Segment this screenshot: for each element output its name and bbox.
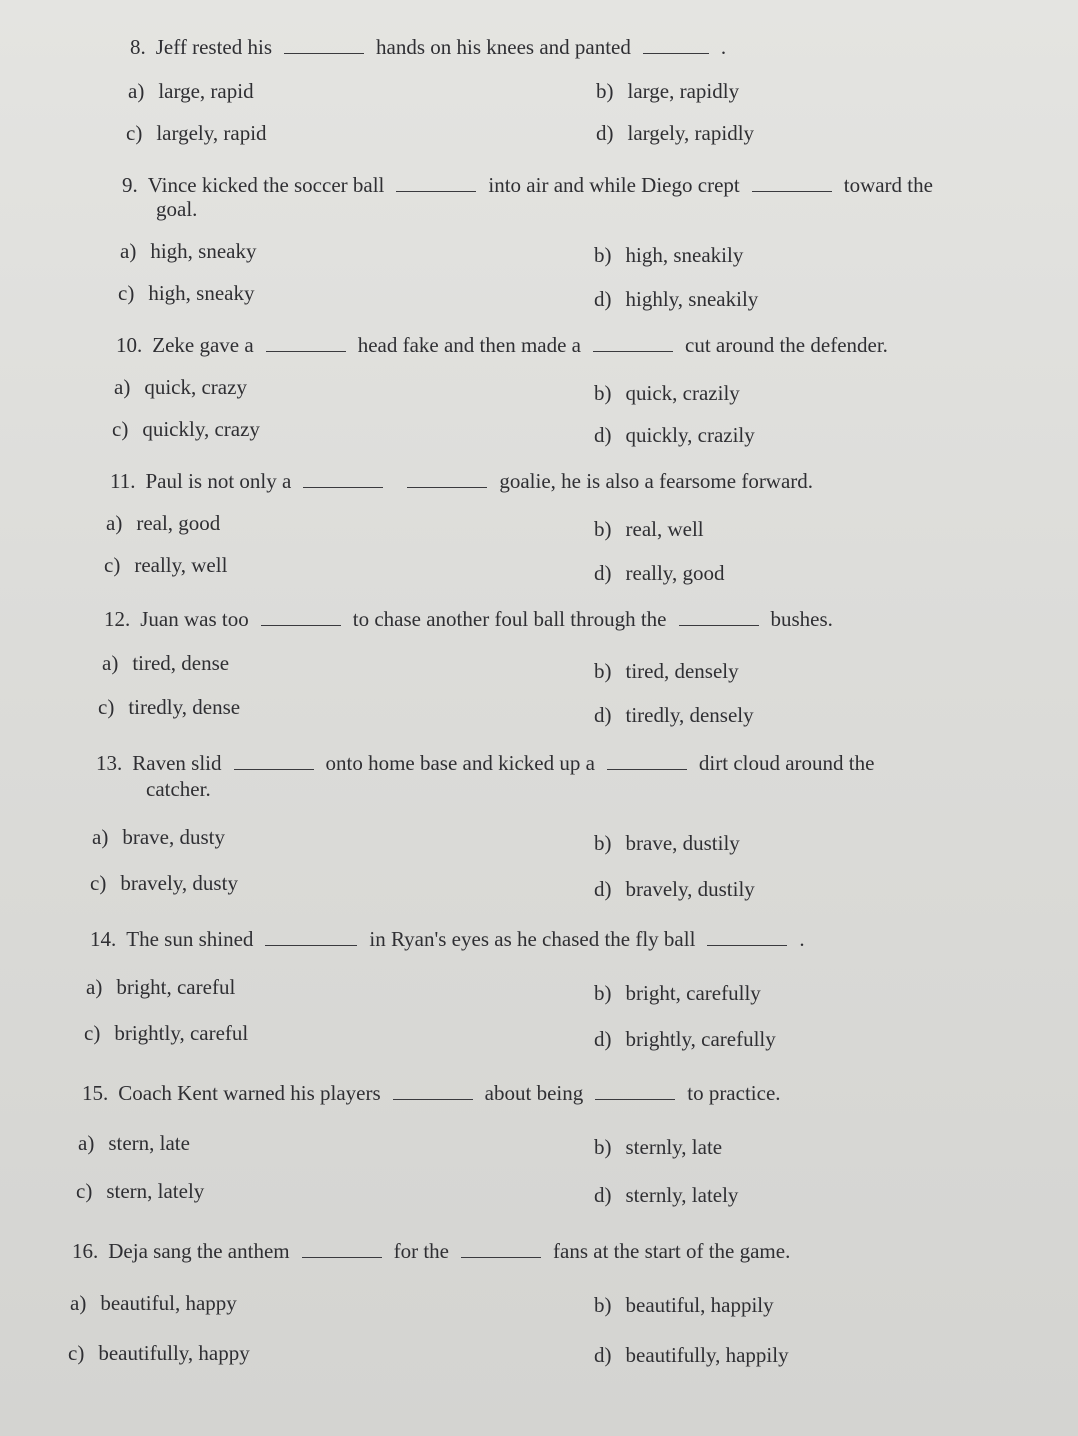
- answer-blank: [284, 35, 364, 54]
- option-9c[interactable]: [118, 280, 254, 306]
- question-number: 12.: [104, 607, 131, 631]
- option-13a[interactable]: [92, 824, 225, 850]
- question-text-part: dirt cloud around the: [698, 751, 875, 775]
- question-text-part: in Ryan's eyes as he chased the fly ball: [369, 927, 696, 951]
- option-letter: b): [594, 243, 612, 267]
- option-letter: c): [126, 121, 143, 145]
- option-text: beautiful, happy: [100, 1291, 237, 1315]
- option-text: high, sneaky: [150, 239, 257, 263]
- option-15a[interactable]: [78, 1130, 190, 1156]
- option-letter: b): [594, 659, 612, 683]
- option-letter: c): [90, 871, 107, 895]
- question-9: [122, 172, 933, 198]
- option-letter: a): [78, 1131, 95, 1155]
- question-text-part: bushes.: [770, 607, 833, 631]
- option-10a[interactable]: [114, 374, 247, 400]
- option-10b[interactable]: [594, 380, 740, 406]
- answer-blank: [261, 607, 341, 626]
- option-text: real, well: [625, 517, 704, 541]
- option-14d[interactable]: [594, 1026, 776, 1052]
- option-text: quickly, crazy: [142, 417, 260, 441]
- option-13d[interactable]: [594, 876, 755, 902]
- answer-blank: [265, 927, 357, 946]
- option-text: sternly, late: [625, 1135, 723, 1159]
- option-text: largely, rapidly: [627, 121, 755, 145]
- option-text: beautiful, happily: [625, 1293, 774, 1317]
- option-letter: c): [112, 417, 129, 441]
- option-letter: b): [596, 79, 614, 103]
- answer-blank: [707, 927, 787, 946]
- question-text-part: Zeke gave a: [152, 333, 254, 357]
- answer-blank: [679, 607, 759, 626]
- question-14: [90, 926, 805, 952]
- question-10: [116, 332, 888, 358]
- answer-blank: [396, 173, 476, 192]
- option-text: large, rapidly: [627, 79, 740, 103]
- option-15c[interactable]: [76, 1178, 204, 1204]
- question-13: [96, 750, 874, 776]
- option-letter: a): [114, 375, 131, 399]
- question-text-part: Paul is not only a: [145, 469, 292, 493]
- option-9b[interactable]: [594, 242, 743, 268]
- option-11a[interactable]: [106, 510, 220, 536]
- question-text-part: cut around the defender.: [685, 333, 888, 357]
- option-letter: b): [594, 981, 612, 1005]
- option-text: stern, late: [108, 1131, 190, 1155]
- question-text-part: Vince kicked the soccer ball: [147, 173, 385, 197]
- answer-blank: [607, 751, 687, 770]
- option-letter: c): [118, 281, 135, 305]
- question-text-part: Jeff rested his: [155, 35, 272, 59]
- question-text-part: head fake and then made a: [357, 333, 581, 357]
- option-12c[interactable]: [98, 694, 240, 720]
- option-letter: a): [86, 975, 103, 999]
- question-text-part: The sun shined: [126, 927, 254, 951]
- option-letter: d): [594, 1183, 612, 1207]
- question-text-part: Coach Kent warned his players: [118, 1081, 381, 1105]
- option-text: brave, dusty: [122, 825, 225, 849]
- option-text: quick, crazily: [625, 381, 740, 405]
- option-letter: d): [594, 1027, 612, 1051]
- option-letter: d): [594, 1343, 612, 1367]
- option-10d[interactable]: [594, 422, 755, 448]
- question-16: [72, 1238, 790, 1264]
- option-letter: b): [594, 1135, 612, 1159]
- option-text: quickly, crazily: [625, 423, 755, 447]
- option-text: high, sneakily: [625, 243, 744, 267]
- option-12b[interactable]: [594, 658, 739, 684]
- question-text-part: fans at the start of the game.: [553, 1239, 791, 1263]
- option-text: highly, sneakily: [625, 287, 759, 311]
- option-letter: c): [98, 695, 115, 719]
- answer-blank: [303, 469, 383, 488]
- option-letter: a): [92, 825, 109, 849]
- option-text: stern, lately: [106, 1179, 205, 1203]
- question-number: 10.: [116, 333, 143, 357]
- option-letter: a): [128, 79, 145, 103]
- answer-blank: [302, 1239, 382, 1258]
- option-text: beautifully, happy: [98, 1341, 250, 1365]
- option-16b[interactable]: [594, 1292, 774, 1318]
- question-text-part: goalie, he is also a fearsome forward.: [499, 469, 814, 493]
- option-letter: d): [594, 877, 612, 901]
- option-letter: c): [104, 553, 121, 577]
- answer-blank: [266, 333, 346, 352]
- question-number: 16.: [72, 1239, 99, 1263]
- option-letter: d): [594, 287, 612, 311]
- question-12: [104, 606, 833, 632]
- option-text: brightly, careful: [114, 1021, 249, 1045]
- option-12a[interactable]: [102, 650, 229, 676]
- option-letter: c): [68, 1341, 85, 1365]
- option-letter: d): [594, 423, 612, 447]
- option-text: brave, dustily: [625, 831, 740, 855]
- option-12d[interactable]: [594, 702, 754, 728]
- option-11d[interactable]: [594, 560, 724, 586]
- option-letter: d): [594, 703, 612, 727]
- option-text: brightly, carefully: [625, 1027, 776, 1051]
- option-text: large, rapid: [158, 79, 254, 103]
- option-letter: d): [596, 121, 614, 145]
- question-text-part: onto home base and kicked up a: [325, 751, 595, 775]
- question-text-part: Raven slid: [132, 751, 222, 775]
- option-16d[interactable]: [594, 1342, 789, 1368]
- option-text: tired, dense: [132, 651, 230, 675]
- question-11: [110, 468, 813, 494]
- option-letter: b): [594, 381, 612, 405]
- answer-blank: [393, 1081, 473, 1100]
- question-number: 15.: [82, 1081, 109, 1105]
- option-letter: b): [594, 517, 612, 541]
- option-text: really, well: [134, 553, 228, 577]
- option-text: bravely, dusty: [120, 871, 238, 895]
- option-8a[interactable]: [128, 78, 254, 104]
- option-letter: d): [594, 561, 612, 585]
- option-letter: b): [594, 1293, 612, 1317]
- question-number: 13.: [96, 751, 123, 775]
- option-9d[interactable]: [594, 286, 758, 312]
- option-letter: c): [84, 1021, 101, 1045]
- option-16c[interactable]: [68, 1340, 250, 1366]
- question-8: [130, 34, 726, 60]
- option-text: beautifully, happily: [625, 1343, 789, 1367]
- answer-blank: [461, 1239, 541, 1258]
- question-number: 14.: [90, 927, 117, 951]
- option-text: high, sneaky: [148, 281, 255, 305]
- option-text: bright, carefully: [625, 981, 761, 1005]
- answer-blank: [643, 35, 709, 54]
- option-text: largely, rapid: [156, 121, 267, 145]
- option-text: tiredly, dense: [128, 695, 241, 719]
- option-13c[interactable]: [90, 870, 238, 896]
- question-text-part: into air and while Diego crept: [488, 173, 740, 197]
- question-text-part: for the: [393, 1239, 450, 1263]
- question-text-part: toward the: [843, 173, 933, 197]
- option-11b[interactable]: [594, 516, 704, 542]
- question-text-part: Deja sang the anthem: [108, 1239, 290, 1263]
- option-text: really, good: [625, 561, 725, 585]
- option-8c[interactable]: [126, 120, 267, 146]
- option-text: real, good: [136, 511, 221, 535]
- option-letter: b): [594, 831, 612, 855]
- question-text-part: hands on his knees and panted: [376, 35, 631, 59]
- answer-blank: [595, 1081, 675, 1100]
- option-15b[interactable]: [594, 1134, 722, 1160]
- option-16a[interactable]: [70, 1290, 237, 1316]
- option-13b[interactable]: [594, 830, 740, 856]
- question-continuation: catcher.: [146, 777, 211, 801]
- answer-blank: [752, 173, 832, 192]
- question-number: 11.: [110, 469, 136, 493]
- option-14b[interactable]: [594, 980, 761, 1006]
- option-14a[interactable]: [86, 974, 235, 1000]
- option-text: sternly, lately: [625, 1183, 739, 1207]
- answer-blank: [234, 751, 314, 770]
- option-14c[interactable]: [84, 1020, 248, 1046]
- option-text: bravely, dustily: [625, 877, 755, 901]
- option-8b[interactable]: [596, 78, 739, 104]
- answer-blank: [407, 469, 487, 488]
- option-letter: a): [70, 1291, 87, 1315]
- question-text-part: .: [720, 35, 727, 59]
- option-text: bright, careful: [116, 975, 236, 999]
- option-text: tiredly, densely: [625, 703, 754, 727]
- option-letter: a): [106, 511, 123, 535]
- option-letter: a): [120, 239, 137, 263]
- question-text-part: about being: [484, 1081, 584, 1105]
- question-15: [82, 1080, 781, 1106]
- question-continuation: goal.: [156, 197, 198, 221]
- option-11c[interactable]: [104, 552, 227, 578]
- question-text-part: Juan was too: [140, 607, 249, 631]
- option-letter: a): [102, 651, 119, 675]
- option-15d[interactable]: [594, 1182, 738, 1208]
- option-letter: c): [76, 1179, 93, 1203]
- question-number: 9.: [122, 173, 138, 197]
- option-9a[interactable]: [120, 238, 256, 264]
- option-text: quick, crazy: [144, 375, 247, 399]
- question-number: 8.: [130, 35, 146, 59]
- answer-blank: [593, 333, 673, 352]
- question-text-part: to chase another foul ball through the: [352, 607, 667, 631]
- option-text: tired, densely: [625, 659, 739, 683]
- question-text-part: .: [799, 927, 805, 951]
- option-10c[interactable]: [112, 416, 260, 442]
- question-text-part: to practice.: [687, 1081, 781, 1105]
- option-8d[interactable]: [596, 120, 754, 146]
